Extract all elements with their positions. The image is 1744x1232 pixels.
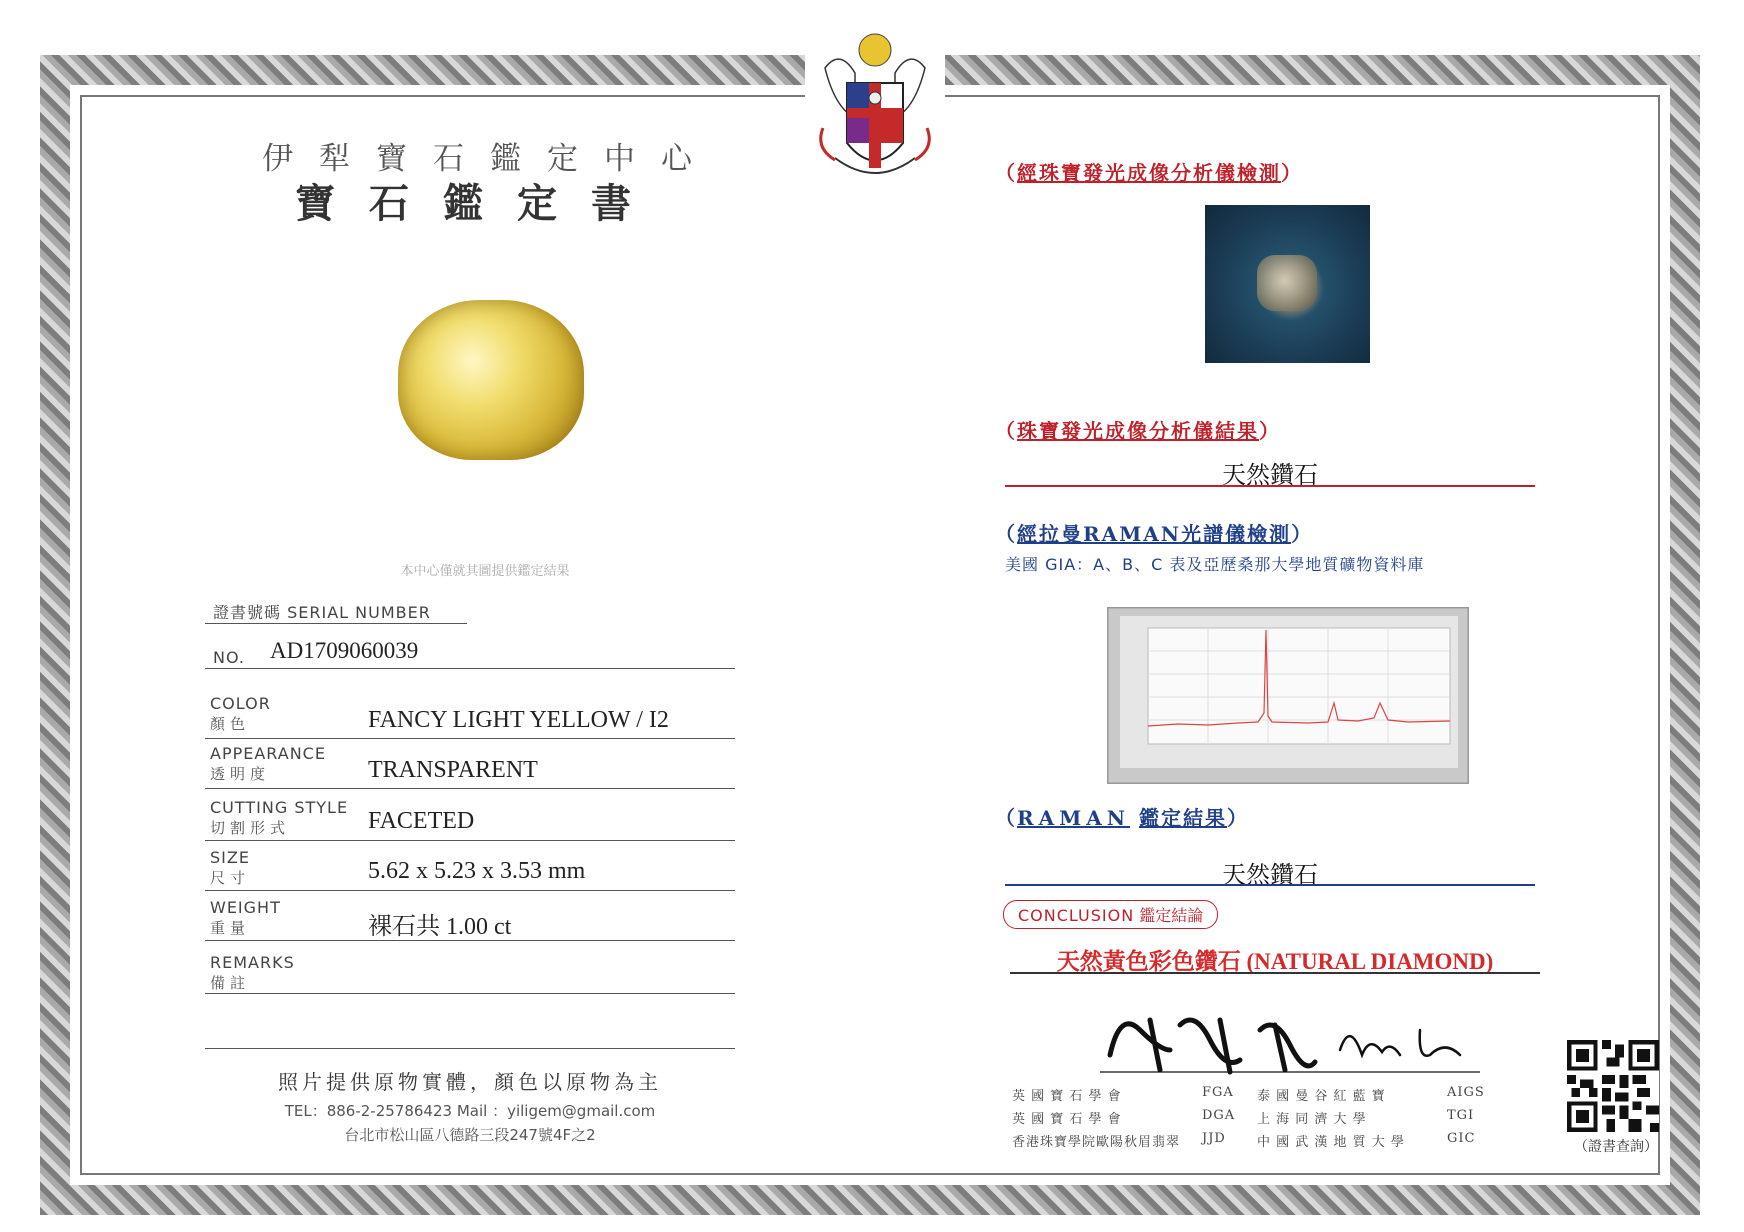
raman-test-title: 經拉曼RAMAN光譜儀檢測 bbox=[1017, 522, 1292, 546]
raman-database-source: 美國 GIA：A、B、C 表及亞歷桑那大學地質礦物資料庫 bbox=[1005, 555, 1425, 574]
field-label-en: SIZE bbox=[210, 848, 250, 867]
conclusion-label bbox=[1003, 900, 1218, 929]
field-label-zh: 尺寸 bbox=[210, 869, 251, 887]
paren-close: ） bbox=[1259, 419, 1281, 443]
row-rule bbox=[205, 840, 735, 841]
field-row-color bbox=[210, 694, 271, 734]
conclusion-label-en: CONCLUSION bbox=[1018, 906, 1135, 925]
document-title: 寶石鑑定書 bbox=[295, 180, 665, 227]
credential-org: 中 國 武 漢 地 質 大 學 bbox=[1257, 1135, 1405, 1150]
field-label-en: CUTTING STYLE bbox=[210, 798, 349, 817]
serial-label-wrap bbox=[213, 600, 431, 623]
row-rule bbox=[205, 940, 735, 941]
credential-org: 上 海 同 濟 大 學 bbox=[1257, 1112, 1367, 1127]
raman-result-title-en: RAMAN bbox=[1017, 806, 1131, 830]
serial-label-rule bbox=[205, 623, 467, 624]
raman-result-rule bbox=[1005, 884, 1535, 886]
conclusion-value: 天然黃色彩色鑽石 (NATURAL DIAMOND) bbox=[1056, 949, 1494, 974]
field-row-appearance bbox=[210, 744, 326, 784]
row-rule bbox=[205, 788, 735, 789]
imaging-result-rule bbox=[1005, 485, 1535, 487]
field-value-size: 5.62 x 5.23 x 3.53 mm bbox=[368, 858, 586, 884]
paren-close: ） bbox=[1227, 806, 1250, 830]
credential-org: 香港珠寶學院歐陽秋眉翡翠 bbox=[1012, 1135, 1181, 1150]
credentials-list bbox=[1012, 1085, 1485, 1150]
raman-spectrum-image bbox=[1107, 607, 1469, 784]
row-rule bbox=[205, 890, 735, 891]
imaging-result-value: 天然鑽石 bbox=[1222, 461, 1318, 489]
qr-code-icon[interactable] bbox=[1567, 1040, 1659, 1132]
imaging-result-heading bbox=[995, 415, 1281, 444]
imaging-test-title: 經珠寶發光成像分析儀檢測 bbox=[1017, 161, 1281, 185]
field-value-weight: 裸石共 1.00 ct bbox=[368, 914, 512, 940]
conclusion-label-zh: 鑑定結論 bbox=[1139, 906, 1204, 925]
paren-close: ） bbox=[1291, 522, 1314, 546]
raman-result-heading bbox=[995, 802, 1249, 831]
serial-no-label: NO. bbox=[213, 648, 245, 667]
serial-number: AD1709060039 bbox=[270, 638, 419, 663]
credential-code: AIGS bbox=[1447, 1085, 1485, 1100]
gemstone-photo bbox=[398, 300, 584, 460]
credential-row bbox=[1012, 1131, 1485, 1150]
field-row-weight bbox=[210, 898, 281, 938]
coat-of-arms-logo bbox=[805, 28, 945, 198]
field-label-zh: 備註 bbox=[210, 974, 251, 992]
luminescence-image bbox=[1205, 205, 1370, 363]
field-value-appearance: TRANSPARENT bbox=[368, 757, 538, 783]
credential-org: 英 國 寶 石 學 會 bbox=[1012, 1112, 1122, 1127]
serial-rule bbox=[205, 668, 735, 669]
qr-label: （證書查詢） bbox=[1574, 1139, 1658, 1155]
conclusion-rule bbox=[1010, 972, 1540, 974]
raman-result-title-zh: 鑑定結果 bbox=[1139, 806, 1228, 830]
field-value-color: FANCY LIGHT YELLOW / I2 bbox=[368, 707, 669, 733]
credential-code: JJD bbox=[1202, 1131, 1226, 1146]
credential-org: 英 國 寶 石 學 會 bbox=[1012, 1089, 1122, 1104]
raman-test-heading bbox=[995, 518, 1313, 547]
row-rule bbox=[205, 1048, 735, 1049]
field-label-zh: 重量 bbox=[210, 919, 251, 937]
field-label-zh: 透明度 bbox=[210, 765, 271, 783]
credential-code: FGA bbox=[1202, 1085, 1234, 1100]
photo-disclaimer: 照片提供原物實體，顏色以原物為主 bbox=[278, 1070, 662, 1094]
signature bbox=[1100, 1000, 1480, 1080]
paren-open: （ bbox=[995, 806, 1017, 830]
imaging-result-title: 珠寶發光成像分析儀結果 bbox=[1017, 419, 1259, 443]
field-value-cutting-style: FACETED bbox=[368, 808, 475, 834]
credential-org: 泰 國 曼 谷 紅 藍 寶 bbox=[1257, 1089, 1386, 1104]
field-label-en: REMARKS bbox=[210, 953, 295, 972]
center-name: 伊犁寶石鑑定中心 bbox=[262, 141, 718, 177]
credential-row bbox=[1012, 1108, 1485, 1127]
serial-label: 證書號碼 SERIAL NUMBER bbox=[213, 603, 431, 622]
row-rule bbox=[205, 738, 735, 739]
field-row-remarks bbox=[210, 953, 295, 993]
credential-row bbox=[1012, 1085, 1485, 1104]
credential-code: GIC bbox=[1447, 1131, 1476, 1146]
raman-spectrum-graphic bbox=[1108, 608, 1468, 783]
paren-open: （ bbox=[995, 522, 1017, 546]
field-label-en: APPEARANCE bbox=[210, 744, 326, 763]
paren-close: ） bbox=[1281, 161, 1303, 185]
photo-note: 本中心僅就其圖提供鑑定結果 bbox=[400, 564, 570, 579]
field-label-zh: 顏色 bbox=[210, 715, 251, 733]
field-row-cutting-style bbox=[210, 798, 348, 838]
field-label-zh: 切割形式 bbox=[210, 819, 291, 837]
address-line: 台北市松山區八德路三段247號4F之2 bbox=[344, 1126, 596, 1144]
paren-open: （ bbox=[995, 161, 1017, 185]
row-rule bbox=[205, 993, 735, 994]
paren-open: （ bbox=[995, 419, 1017, 443]
credential-code: DGA bbox=[1202, 1108, 1236, 1123]
field-label-en: WEIGHT bbox=[210, 898, 281, 917]
field-label-en: COLOR bbox=[210, 694, 271, 713]
credential-code: TGI bbox=[1447, 1108, 1475, 1123]
imaging-test-heading bbox=[995, 157, 1303, 186]
contact-line: TEL：886-2-25786423 Mail ：yiligem@gmail.com bbox=[284, 1102, 656, 1120]
raman-result-value: 天然鑽石 bbox=[1222, 861, 1318, 889]
field-row-size bbox=[210, 848, 250, 888]
